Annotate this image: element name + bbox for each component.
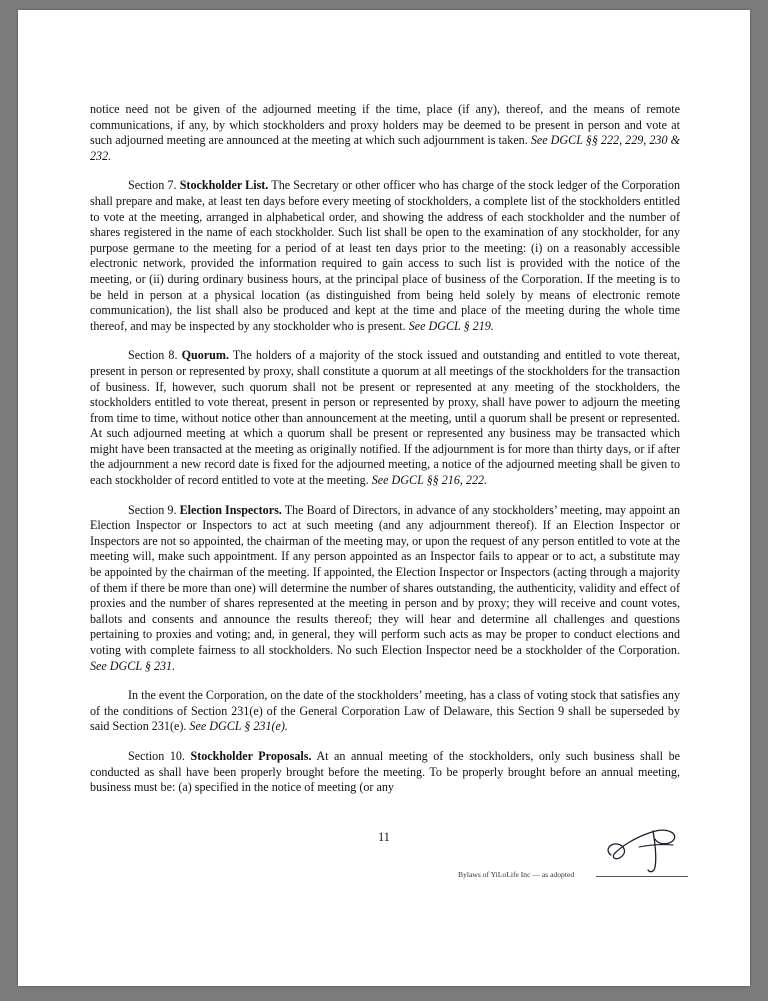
text-run: The Secretary or other officer who has charge of the stock ledger of the Corporation shall prepare and make, at least ten days before every meeting of stockholders, a complete list of the stockholders entitled to vote at the meeting, arranged in alphabetical order, and showing the address of each stockholder and the number of shares registered in the name of each stockholder. Such list shall be open to the examination of any stockholder, for any purpose germane to the meeting for a period of at least ten days prior to the meeting: (i) on a reasonably accessible electronic network, provided the information required to gain access to such list is provided with the notice of the meeting, or (ii) during ordinary business hours, at the principal place of business of the Corporation. If the meeting is to be held in person at a physical location (as distinguished from being held solely by means of electronic remote communication), the list shall also be produced and kept at the time and place of the meeting during the whole time thereof, and may be inspected by any stockholder who is present. (90, 178, 680, 333)
text-run: Section 9. (128, 502, 180, 517)
p-section-8 (90, 348, 680, 488)
citation-run: See DGCL § 231. (90, 658, 176, 673)
p-section-10 (90, 749, 680, 796)
text-run: Section 8. (128, 348, 182, 363)
text-run: The Board of Directors, in advance of any stockholders’ meeting, may appoint an Election Inspector or Inspectors to act at such meeting (and any adjournment thereof). If an Election Inspector or Inspectors are not so appointed, the chairman of the meeting may, or upon the request of any person entitled to vote at the meeting will, make such appointment. If any person appointed as an Inspector fails to appear or to act, a substitute may be appointed by the chairman of the meeting. If appointed, the Election Inspector or Inspectors (acting through a majority of them if there be more than one) will determine the number of shares outstanding, the authenticity, validity and effect of proxies and the number of shares represented at the meeting in person and by proxy; they will receive and count votes, ballots and consents and announce the results thereof; they will hear and determine all challenges and questions pertaining to proxies and voting; and, in general, they will perform such acts as may be proper to conduct elections and voting with complete fairness to all stockholders. No such Election Inspector need be a stockholder of the Corporation. (90, 502, 681, 657)
paragraph-list (90, 102, 680, 796)
text-run: The holders of a majority of the stock issued and outstanding and entitled to vote thereat, present in person or represented by proxy, shall constitute a quorum at all meetings of the stockholders for the transaction of business. If, however, such quorum shall not be present or represented at any meeting of the stockholders, the stockholders entitled to vote thereat, present in person or represented by proxy, shall have power to adjourn the meeting from time to time, without notice other than announcement at the meeting, until a quorum shall be present or represented. At such adjourned meeting at which a quorum shall be present or represented any business may be transacted which might have been transacted at the meeting as originally notified. If the adjournment is for more than thirty days, or if after the adjournment a new record date is fixed for the adjourned meeting, a notice of the adjourned meeting shall be given to each stockholder of record entitled to vote at the meeting. (90, 348, 680, 488)
text-run: notice need not be given of the adjourned meeting if the time, place (if any), thereof, and the means of remote communications, if any, by which stockholders and proxy holders may be deemed to be present in person and vote at such adjourned meeting are announced at the meeting at which such adjournment is taken. (90, 102, 680, 148)
document-page (18, 10, 750, 986)
page-body (90, 102, 680, 810)
section-heading-run: Stockholder List. (179, 178, 269, 193)
footer-note: Bylaws of YiLoLife Inc — as adopted (458, 870, 575, 879)
text-run: Section 10. (128, 748, 191, 763)
text-run: Section 7. (128, 178, 180, 193)
section-heading-run: Stockholder Proposals. (190, 748, 312, 763)
p-section-7 (90, 178, 680, 334)
section-heading-run: Election Inspectors. (179, 502, 282, 517)
p-adjourned-notice (90, 102, 680, 164)
text-run: At an annual meeting of the stockholders, only such business shall be conducted as shall have been properly brought before the meeting. To be properly brought before an annual meeting, business must be: (a) specified in the notice of meeting (or any (90, 748, 680, 795)
citation-run: See DGCL §§ 222, 229, 230 & 232. (90, 133, 680, 163)
p-231e (90, 688, 680, 735)
footer-signature-rule (596, 876, 688, 877)
section-heading-run: Quorum. (181, 348, 229, 363)
p-section-9 (90, 503, 680, 675)
citation-run: See DGCL §§ 216, 222. (371, 473, 488, 488)
citation-run: See DGCL § 231(e). (189, 719, 288, 734)
page-number: 11 (378, 830, 390, 844)
text-run: In the event the Corporation, on the date of the stockholders’ meeting, has a class of voting stock that satisfies any of the conditions of Section 231(e) of the General Corporation Law of Delaware, this Section 9 shall be superseded by said Section 231(e). (90, 688, 680, 734)
citation-run: See DGCL § 219. (408, 318, 494, 333)
signature-mark (603, 825, 693, 875)
